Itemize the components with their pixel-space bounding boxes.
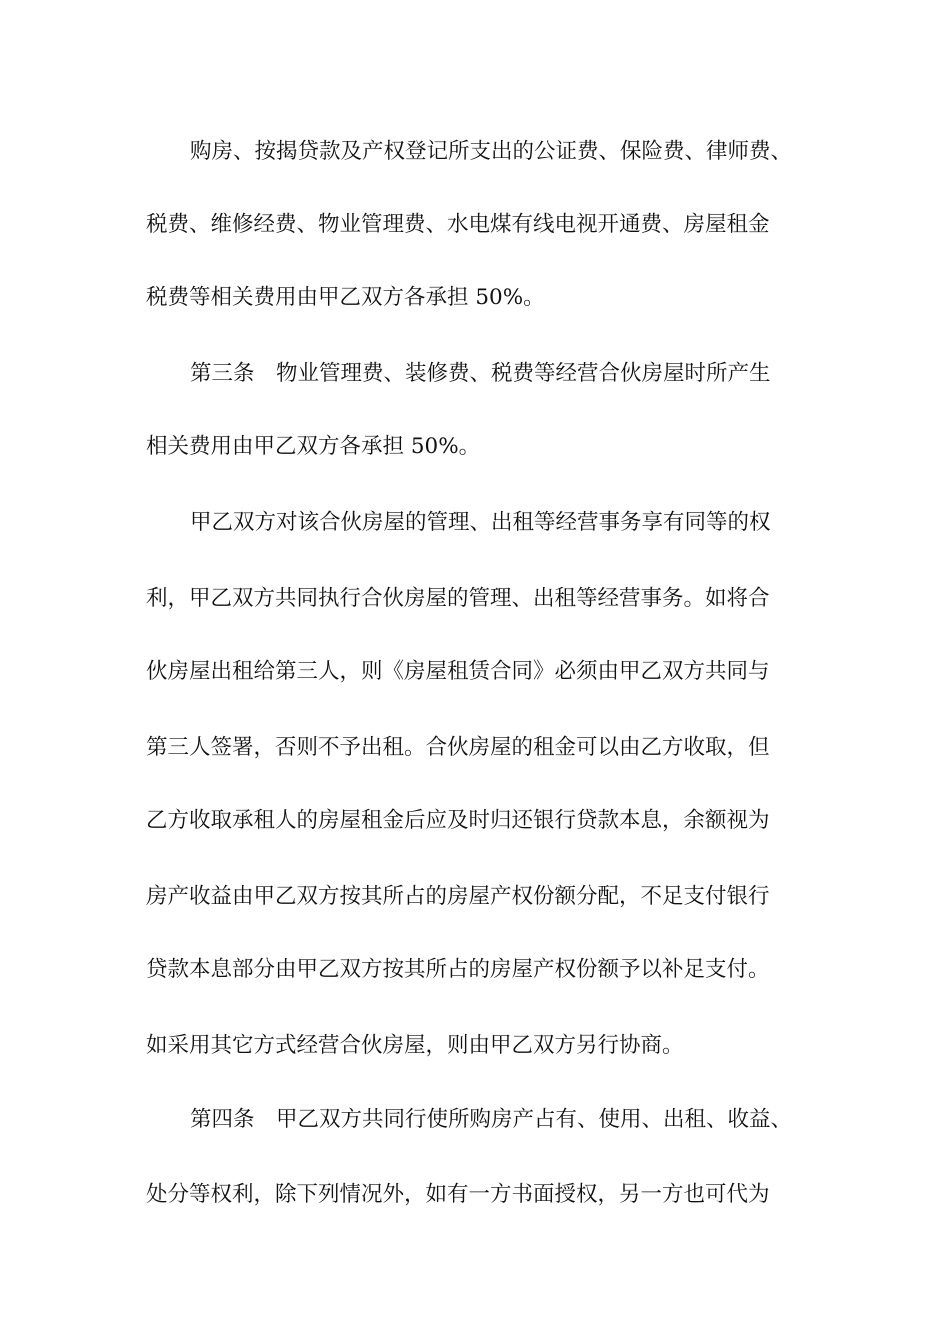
paragraph-line: 伙房屋出租给第三人，则《房屋租赁合同》必须由甲乙双方共同与 (146, 659, 770, 684)
paragraph-line: 税费等相关费用由甲乙双方各承担 50%。 (146, 285, 545, 310)
paragraph-line: 房产收益由甲乙双方按其所占的房屋产权份额分配，不足支付银行 (146, 884, 770, 909)
paragraph-line: 甲乙双方对该合伙房屋的管理、出租等经营事务享有同等的权 (190, 510, 771, 535)
paragraph-line: 贷款本息部分由甲乙双方按其所占的房屋产权份额予以补足支付。 (146, 957, 770, 982)
paragraph-line: 相关费用由甲乙双方各承担 50%。 (146, 434, 481, 459)
article-4-line: 第四条 甲乙双方共同行使所购房产占有、使用、出租、收益、 (190, 1107, 793, 1132)
paragraph-line: 处分等权利，除下列情况外，如有一方书面授权，另一方也可代为 (146, 1182, 770, 1207)
paragraph-line: 利，甲乙双方共同执行合伙房屋的管理、出租等经营事务。如将合 (146, 586, 770, 611)
paragraph-line: 税费、维修经费、物业管理费、水电煤有线电视开通费、房屋租金 (146, 212, 770, 237)
paragraph-line: 如采用其它方式经营合伙房屋，则由甲乙双方另行协商。 (146, 1033, 684, 1058)
paragraph-line: 乙方收取承租人的房屋租金后应及时归还银行贷款本息，余额视为 (146, 808, 770, 833)
article-3-line: 第三条 物业管理费、装修费、税费等经营合伙房屋时所产生 (190, 361, 771, 386)
paragraph-line: 购房、按揭贷款及产权登记所支出的公证费、保险费、律师费、 (190, 139, 793, 164)
paragraph-line: 第三人签署，否则不予出租。合伙房屋的租金可以由乙方收取，但 (146, 735, 770, 760)
